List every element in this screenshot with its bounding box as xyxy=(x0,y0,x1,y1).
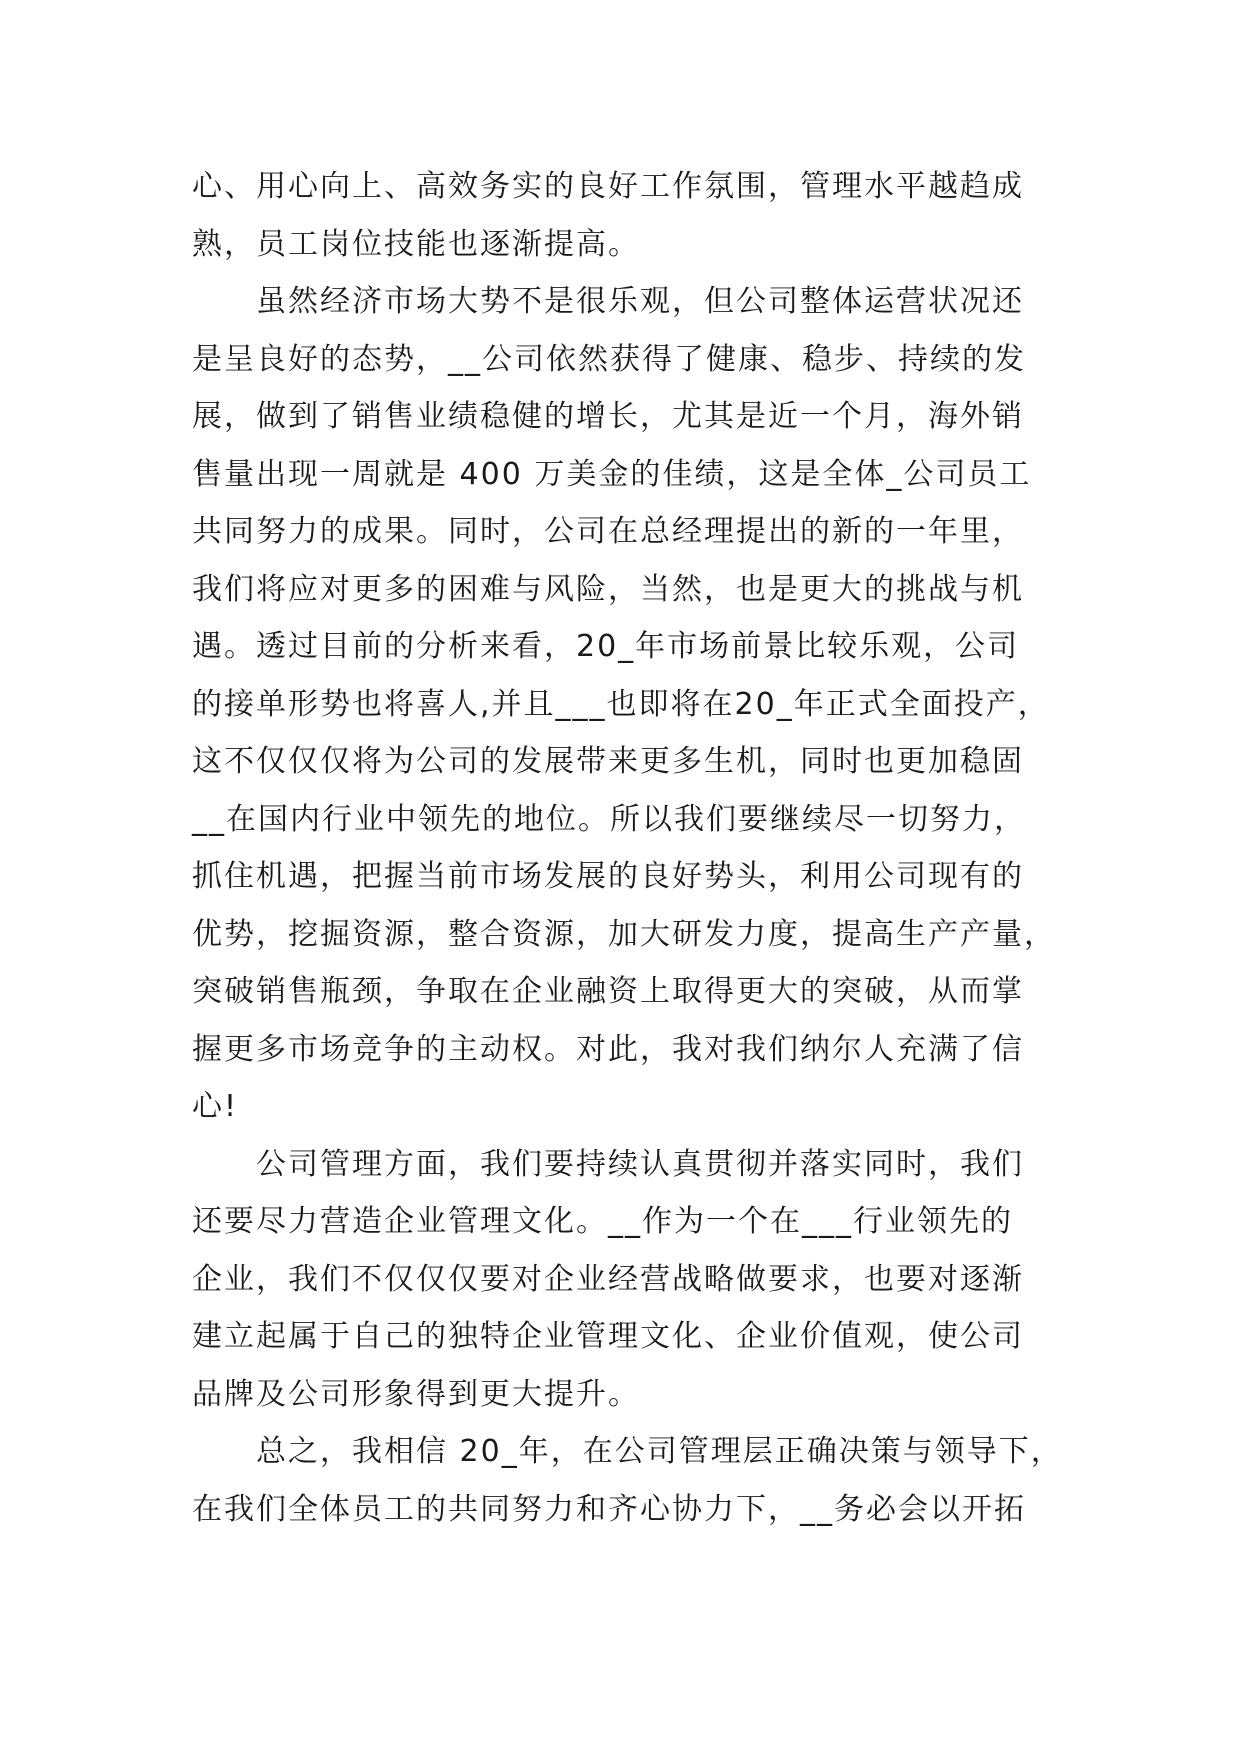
text-line: 还要尽力营造企业管理文化。__作为一个在___行业领先的 xyxy=(192,1204,1013,1239)
text-line: 企业，我们不仅仅仅要对企业经营战略做要求，也要对逐渐 xyxy=(192,1261,1024,1297)
text-line: 虽然经济市场大势不是很乐观，但公司整体运营状况还 xyxy=(192,284,1024,319)
text-line: 共同努力的成果。同时，公司在总经理提出的新的一年里， xyxy=(192,514,1024,549)
text-line: 这不仅仅仅将为公司的发展带来更多生机，同时也更加稳固 xyxy=(192,744,1024,779)
text-line: 心、用心向上、高效务实的良好工作氛围，管理水平越趋成 xyxy=(192,169,1024,204)
text-line: 抓住机遇，把握当前市场发展的良好势头，利用公司现有的 xyxy=(192,859,1024,894)
text-line: 品牌及公司形象得到更大提升。 xyxy=(192,1376,640,1412)
text-line: 我们将应对更多的困难与风险，当然，也是更大的挑战与机 xyxy=(192,571,1024,607)
document-body xyxy=(192,158,1063,1538)
text-line: 展，做到了销售业绩稳健的增长，尤其是近一个月，海外销 xyxy=(192,399,1024,434)
text-line: 突破销售瓶颈，争取在企业融资上取得更大的突破，从而掌 xyxy=(192,974,1024,1009)
text-line: 公司管理方面，我们要持续认真贯彻并落实同时，我们 xyxy=(192,1146,1024,1182)
text-line: 握更多市场竞争的主动权。对此，我对我们纳尔人充满了信 xyxy=(192,1031,1024,1067)
text-line: 总之，我相信 20_年，在公司管理层正确决策与领导下， xyxy=(192,1434,1063,1469)
text-line: 遇。透过目前的分析来看，20_年市场前景比较乐观，公司 xyxy=(192,629,1020,664)
text-line: 是呈良好的态势，__公司依然获得了健康、稳步、持续的发 xyxy=(192,341,1026,377)
text-line: 心! xyxy=(192,1089,239,1124)
text-line: 熟，员工岗位技能也逐渐提高。 xyxy=(192,226,640,262)
text-line: 优势，挖掘资源，整合资源，加大研发力度，提高生产产量， xyxy=(192,916,1056,952)
text-line: 的接单形势也将喜人,并且___也即将在20_年正式全面投产， xyxy=(192,686,1050,722)
text-line: 建立起属于自己的独特企业管理文化、企业价值观，使公司 xyxy=(192,1319,1024,1354)
text-line: __在国内行业中领先的地位。所以我们要继续尽一切努力， xyxy=(192,801,1026,837)
text-line: 售量出现一周就是 400 万美金的佳绩，这是全体_公司员工 xyxy=(192,456,1032,492)
text-line: 在我们全体员工的共同努力和齐心协力下，__务必会以开拓 xyxy=(192,1491,1026,1527)
